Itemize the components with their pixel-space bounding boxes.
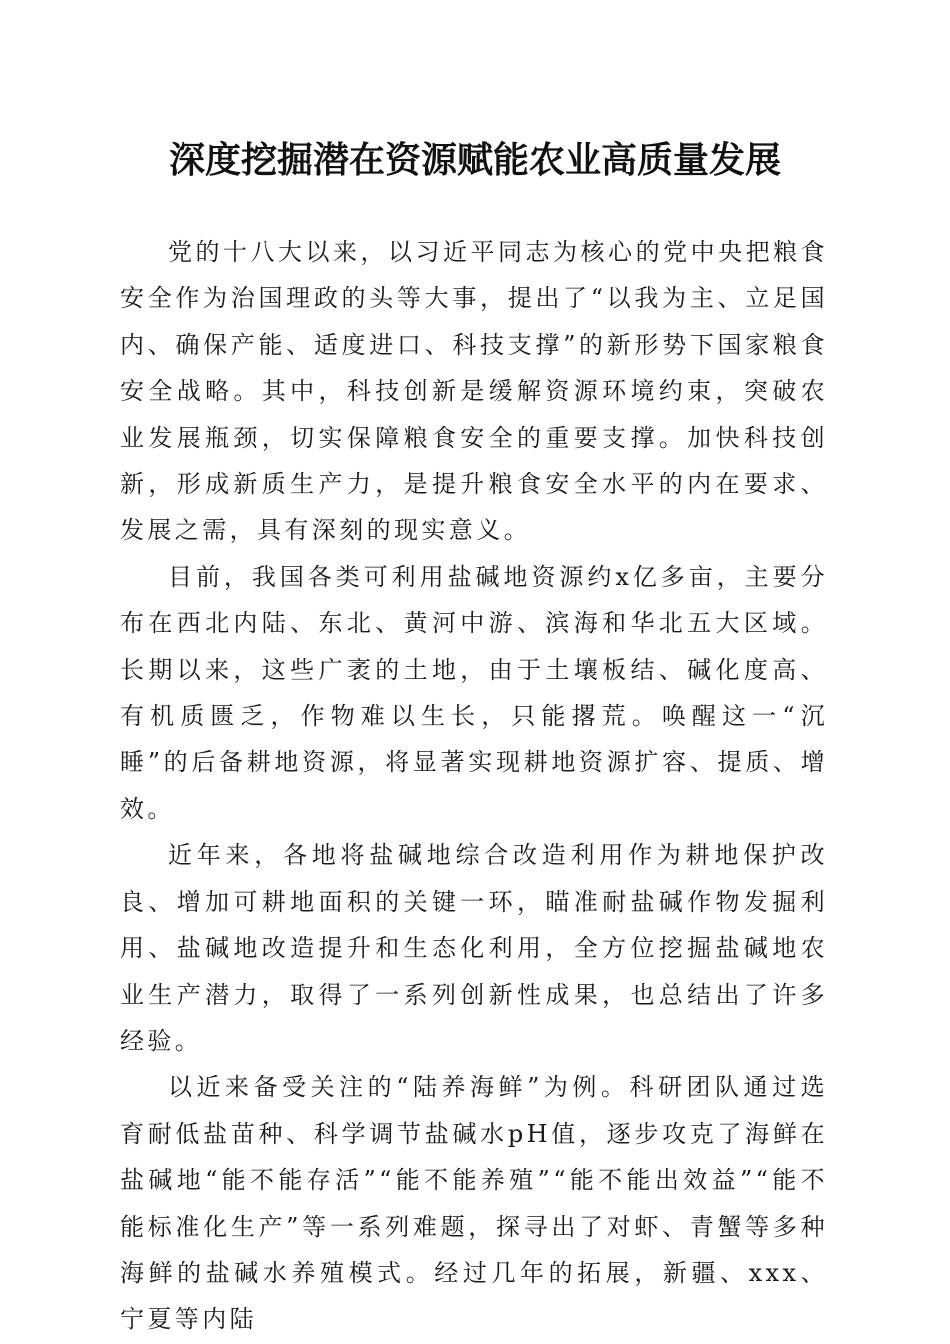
paragraph-3: 近年来，各地将盐碱地综合改造利用作为耕地保护改良、增加可耕地面积的关键一环，瞄准耐盐碱作物发掘利用、盐碱地改造提升和生态化利用，全方位挖掘盐碱地农业生产潜力，取得了一系列创新性成果，也总结出了许多经验。 xyxy=(120,841,828,1055)
document-body xyxy=(120,229,828,1343)
paragraph-4: 以近来备受关注的“陆养海鲜”为例。科研团队通过选育耐低盐苗种、科学调节盐碱水pH值，逐步攻克了海鲜在盐碱地“能不能存活”“能不能养殖”“能不能出效益”“能不能标准化生产”等一系列难题，探寻出了对虾、青蟹等多种海鲜的盐碱水养殖模式。经过几年的拓展，新疆、xxx、宁夏等内陆 xyxy=(120,1073,828,1334)
paragraph-2: 目前，我国各类可利用盐碱地资源约x亿多亩，主要分布在西北内陆、东北、黄河中游、滨海和华北五大区域。长期以来，这些广袤的土地，由于土壤板结、碱化度高、有机质匮乏，作物难以生长，只能撂荒。唤醒这一“沉睡”的后备耕地资源，将显著实现耕地资源扩容、提质、增效。 xyxy=(120,562,828,823)
document-title: 深度挖掘潜在资源赋能农业高质量发展 xyxy=(168,139,781,181)
paragraph-1: 党的十八大以来，以习近平同志为核心的党中央把粮食安全作为治国理政的头等大事，提出了“以我为主、立足国内、确保产能、适度进口、科技支撑”的新形势下国家粮食安全战略。其中，科技创新是缓解资源环境约束，突破农业发展瓶颈，切实保障粮食安全的重要支撑。加快科技创新，形成新质生产力，是提升粮食安全水平的内在要求、发展之需，具有深刻的现实意义。 xyxy=(120,238,828,545)
